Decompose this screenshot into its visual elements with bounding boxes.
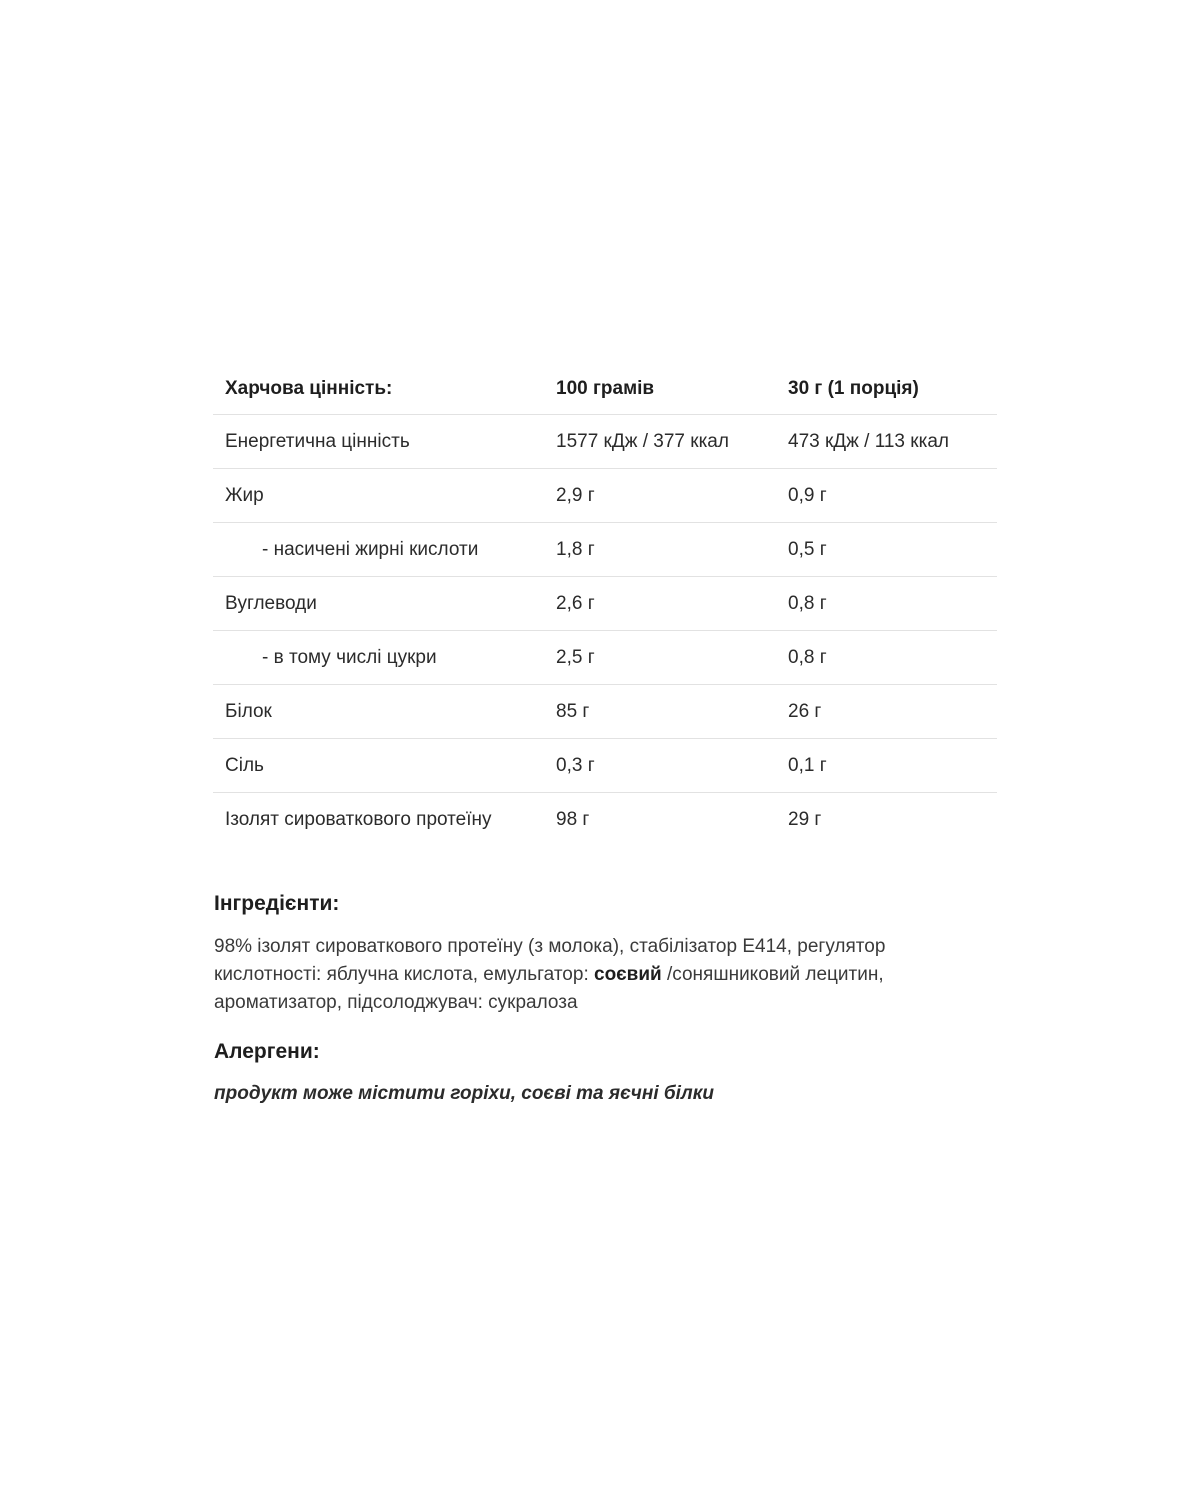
row-per-100g: 1577 кДж / 377 ккал bbox=[556, 430, 729, 452]
table-row bbox=[213, 577, 997, 631]
row-name: - в тому числі цукри bbox=[262, 646, 437, 668]
row-name: Вуглеводи bbox=[225, 592, 317, 614]
row-per-100g: 2,5 г bbox=[556, 646, 595, 668]
row-per-serving: 0,9 г bbox=[788, 484, 827, 506]
table-row bbox=[213, 523, 997, 577]
row-name: Енергетична цінність bbox=[225, 430, 410, 452]
header-per-100g: 100 грамів bbox=[556, 378, 655, 399]
row-name: Ізолят сироваткового протеїну bbox=[225, 809, 492, 830]
row-per-100g: 0,3 г bbox=[556, 754, 595, 776]
header-nutrition-label: Харчова цінність: bbox=[225, 378, 393, 399]
row-name: Жир bbox=[225, 484, 264, 506]
table-row bbox=[213, 631, 997, 685]
row-per-serving: 26 г bbox=[788, 700, 822, 722]
table-row bbox=[213, 415, 997, 469]
allergens-title: Алергени: bbox=[214, 1040, 320, 1063]
table-row bbox=[213, 685, 997, 739]
header-per-serving: 30 г (1 порція) bbox=[788, 378, 919, 399]
ingredients-text-bold: соєвий bbox=[594, 964, 662, 985]
row-name: - насичені жирні кислоти bbox=[262, 538, 479, 560]
row-name: Білок bbox=[225, 700, 272, 722]
ingredients-title: Інгредієнти: bbox=[214, 892, 340, 915]
table-row bbox=[213, 793, 997, 847]
row-per-100g: 85 г bbox=[556, 700, 590, 722]
nutrition-header-row bbox=[213, 364, 997, 415]
row-per-serving: 29 г bbox=[788, 809, 822, 830]
row-per-100g: 2,9 г bbox=[556, 484, 595, 506]
nutrition-table bbox=[213, 364, 997, 847]
table-row bbox=[213, 739, 997, 793]
row-name: Сіль bbox=[225, 754, 264, 776]
row-per-serving: 0,8 г bbox=[788, 592, 827, 614]
allergens-text: продукт може містити горіхи, соєві та яєчні білки bbox=[214, 1083, 714, 1104]
ingredients-text bbox=[214, 933, 934, 1017]
row-per-serving: 0,1 г bbox=[788, 754, 827, 776]
table-row bbox=[213, 469, 997, 523]
row-per-100g: 2,6 г bbox=[556, 592, 595, 614]
ingredients-text-start: 98% ізолят сироваткового протеїну (з молока), стабілізатор Е414, регулятор кислотності: яблучна кислота, емульгатор: bbox=[214, 936, 886, 985]
row-per-serving: 0,5 г bbox=[788, 538, 827, 560]
row-per-serving: 0,8 г bbox=[788, 646, 827, 668]
row-per-100g: 1,8 г bbox=[556, 538, 595, 560]
row-per-100g: 98 г bbox=[556, 809, 590, 830]
row-per-serving: 473 кДж / 113 ккал bbox=[788, 430, 949, 452]
ingredients-text-end: /соняшниковий лецитин, ароматизатор, підсолоджувач: сукралоза bbox=[214, 964, 884, 1013]
